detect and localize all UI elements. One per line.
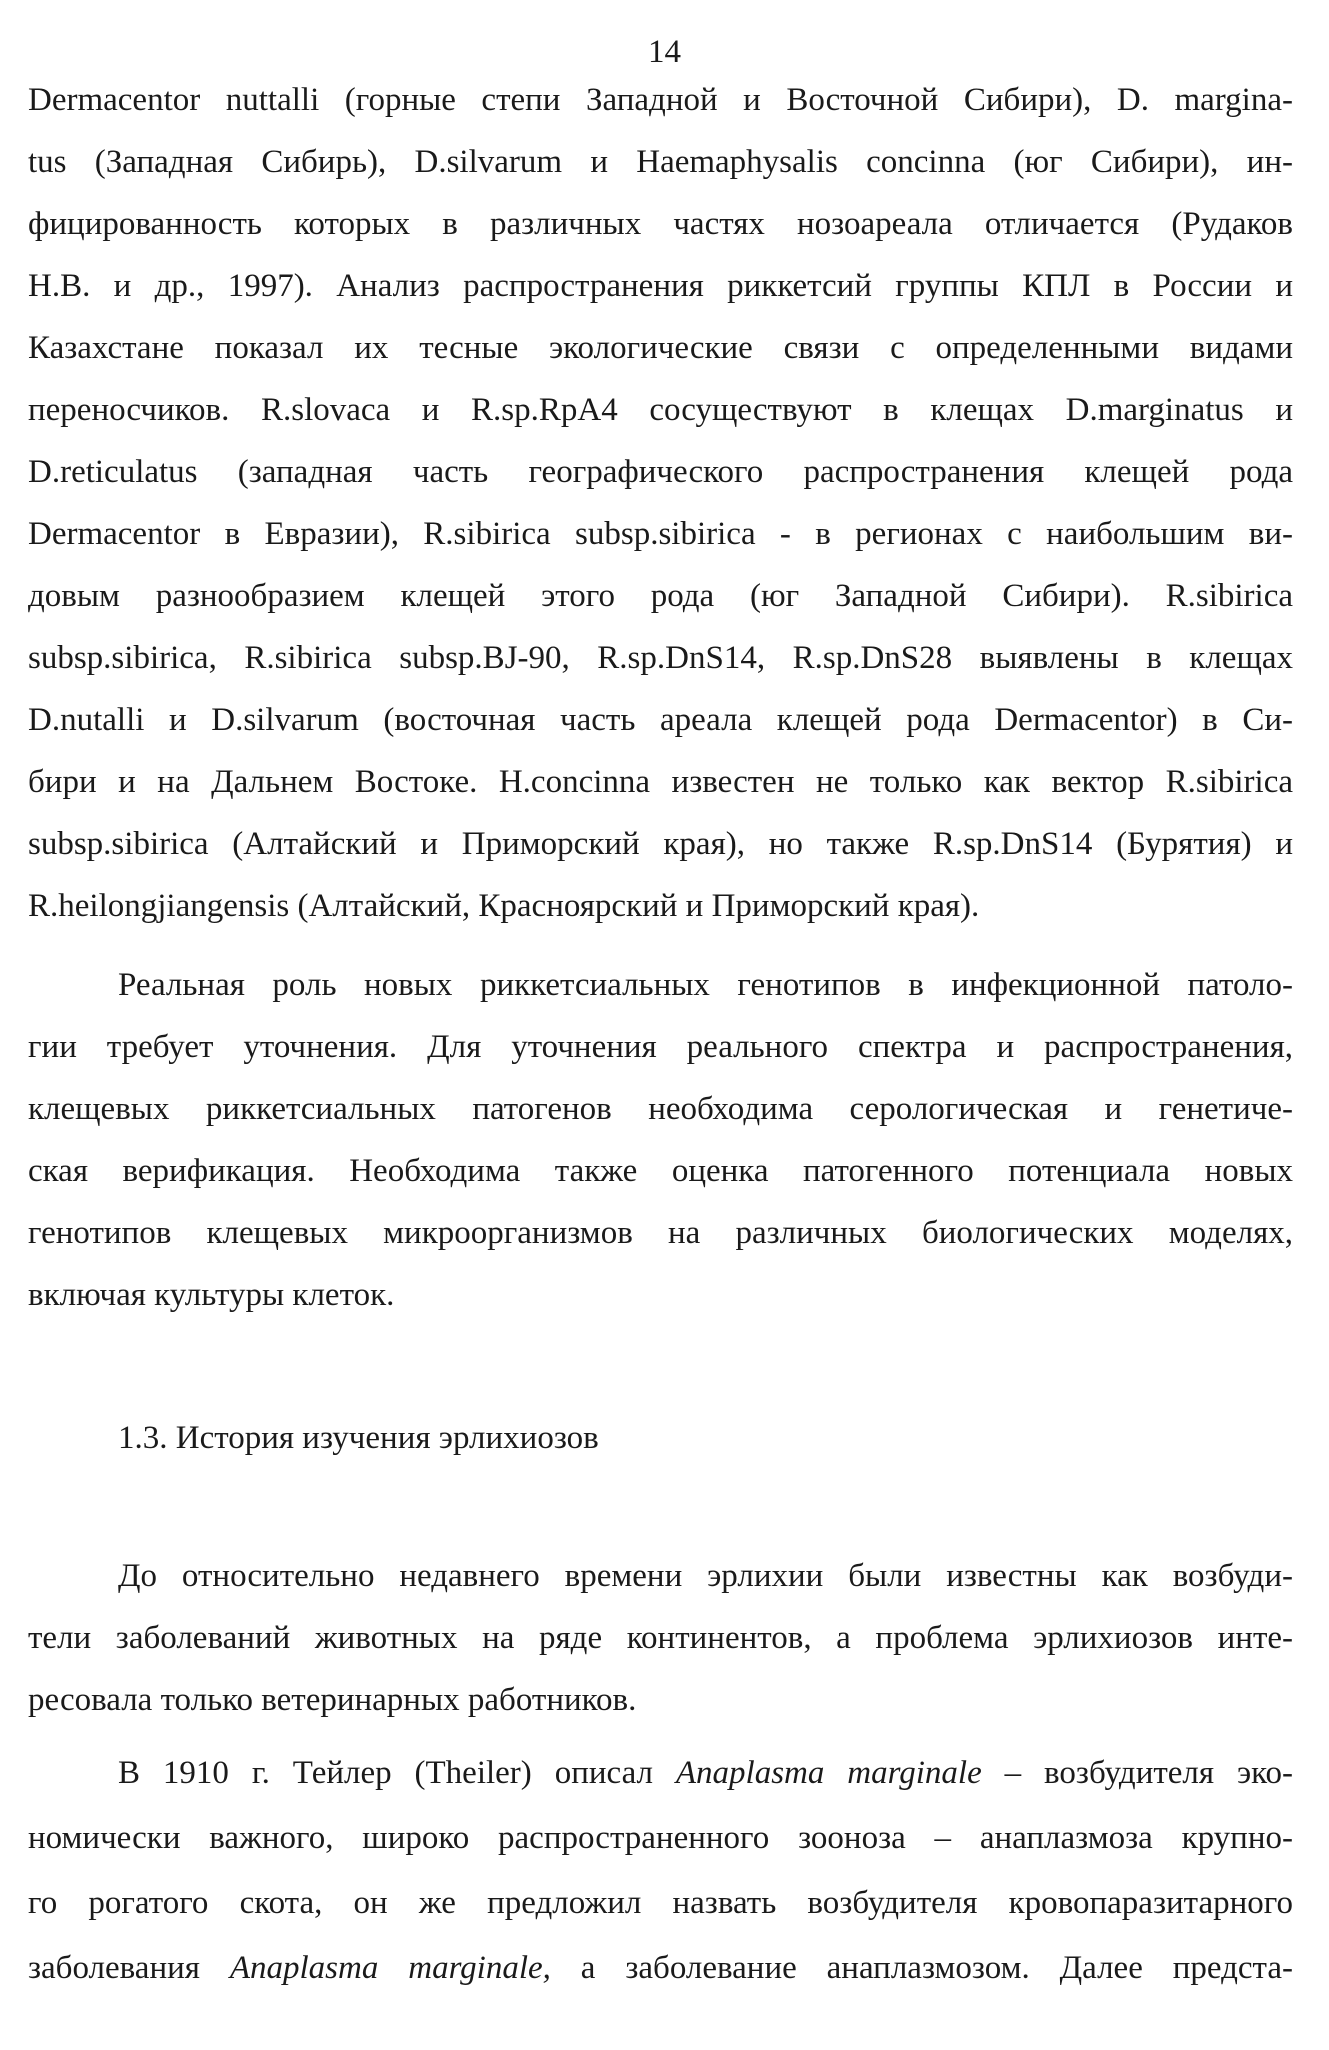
text-line: До относительно недавнего времени эрлихии были известны как возбуди- bbox=[118, 1558, 1293, 1594]
text-run: – возбудителя эко- bbox=[981, 1755, 1293, 1791]
text-line: включая культуры клеток. bbox=[28, 1277, 395, 1313]
text-line: D.nutalli и D.silvarum (восточная часть ареала клещей рода Dermacentor) в Си- bbox=[28, 702, 1293, 738]
text-line: Казахстане показал их тесные экологические связи с определенными видами bbox=[28, 330, 1293, 366]
section-heading: 1.3. История изучения эрлихиозов bbox=[118, 1420, 599, 1456]
text-line: номически важного, широко распространенного зооноза – анаплазмоза крупно- bbox=[28, 1820, 1293, 1856]
text-line: переносчиков. R.slovaca и R.sp.RpA4 сосуществуют в клещах D.marginatus и bbox=[28, 392, 1293, 428]
text-line bbox=[118, 1749, 1293, 1797]
text-run: заболевания bbox=[28, 1950, 230, 1986]
text-line: Dermacentor nuttalli (горные степи Западной и Восточной Сибири), D. margina- bbox=[28, 82, 1293, 118]
text-line: Реальная роль новых риккетсиальных генотипов в инфекционной патоло- bbox=[118, 967, 1293, 1003]
text-line bbox=[28, 1944, 1293, 1992]
text-line: генотипов клещевых микроорганизмов на различных биологических моделях, bbox=[28, 1215, 1293, 1251]
text-run: В 1910 г. Тейлер (Theiler) описал bbox=[118, 1755, 676, 1791]
species-name-italic: Anaplasma marginale bbox=[675, 1755, 982, 1791]
text-line: бири и на Дальнем Востоке. H.concinna известен не только как вектор R.sibirica bbox=[28, 764, 1293, 800]
text-line: R.heilongjiangensis (Алтайский, Красноярский и Приморский края). bbox=[28, 888, 980, 924]
text-line: Н.В. и др., 1997). Анализ распространения риккетсий группы КПЛ в России и bbox=[28, 268, 1293, 304]
text-line: ресовала только ветеринарных работников. bbox=[28, 1682, 637, 1718]
text-line: D.reticulatus (западная часть географического распространения клещей рода bbox=[28, 454, 1293, 490]
text-line: довым разнообразием клещей этого рода (юг Западной Сибири). R.sibirica bbox=[28, 578, 1293, 614]
text-line: тели заболеваний животных на ряде континентов, а проблема эрлихиозов инте- bbox=[28, 1620, 1293, 1656]
text-line: Dermacentor в Евразии), R.sibirica subsp.sibirica - в регионах с наибольшим ви- bbox=[28, 516, 1293, 552]
page-number: 14 bbox=[648, 34, 681, 70]
text-line: tus (Западная Сибирь), D.silvarum и Haemaphysalis concinna (юг Сибири), ин- bbox=[28, 144, 1293, 180]
text-line: клещевых риккетсиальных патогенов необходима серологическая и генетиче- bbox=[28, 1091, 1293, 1127]
species-name-italic: Anaplasma marginale, bbox=[229, 1950, 551, 1986]
text-line: subsp.sibirica, R.sibirica subsp.BJ-90, R.sp.DnS14, R.sp.DnS28 выявлены в клещах bbox=[28, 640, 1293, 676]
text-line: subsp.sibirica (Алтайский и Приморский края), но также R.sp.DnS14 (Бурятия) и bbox=[28, 826, 1293, 862]
text-line: фицированность которых в различных частях нозоареала отличается (Рудаков bbox=[28, 206, 1293, 242]
text-line: го рогатого скота, он же предложил назвать возбудителя кровопаразитарного bbox=[28, 1885, 1293, 1921]
text-line: ская верификация. Необходима также оценка патогенного потенциала новых bbox=[28, 1153, 1293, 1189]
text-line: гии требует уточнения. Для уточнения реального спектра и распространения, bbox=[28, 1029, 1293, 1065]
text-run: а заболевание анаплазмозом. Далее предста- bbox=[550, 1950, 1293, 1986]
